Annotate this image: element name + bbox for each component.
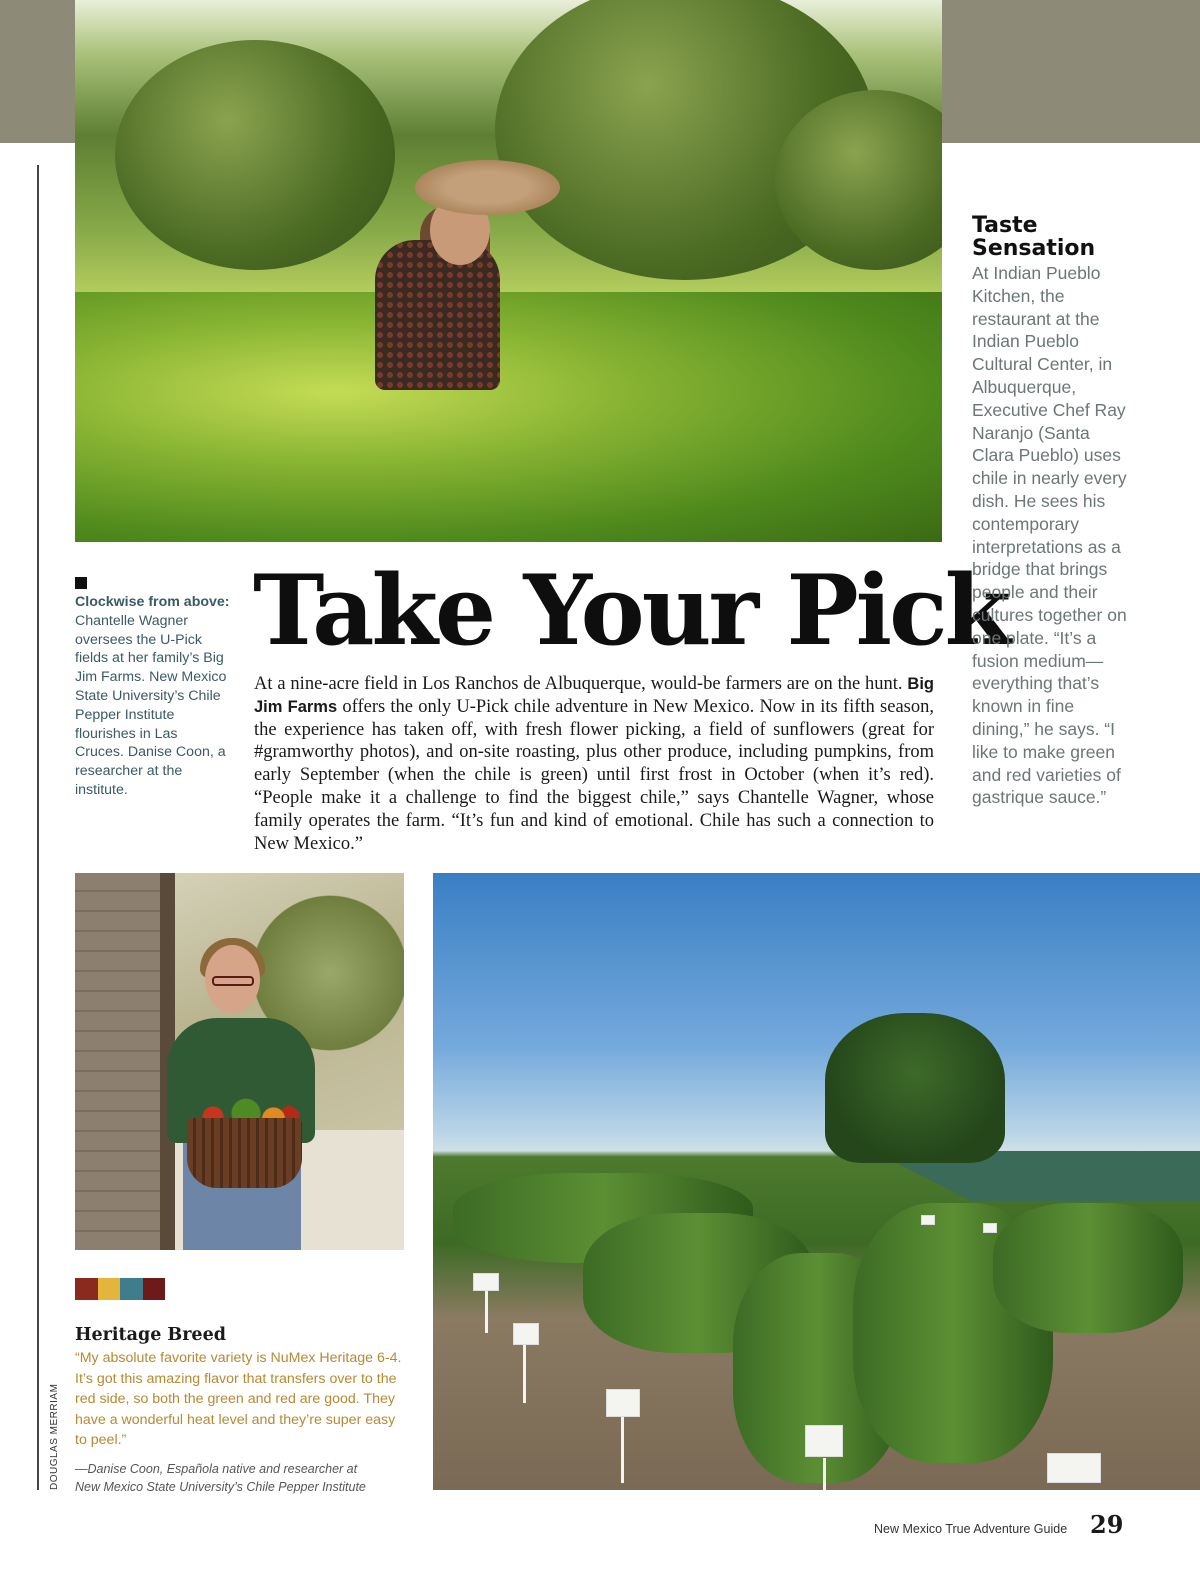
left-vertical-rule [37, 165, 39, 1490]
photo-credit: DOUGLAS MERRIAM [49, 1383, 60, 1490]
publication-name: New Mexico True Adventure Guide [874, 1522, 1068, 1536]
article-headline: Take Your Pick [253, 554, 1009, 667]
caption-text: Chantelle Wagner oversees the U-Pick fields at her family’s Big Jim Farms. New Mexico State University’s Chile Pepper Institute flourishes in Las Cruces. Danise Coon, a researcher at the institute. [75, 612, 227, 798]
tree-shape [115, 40, 395, 270]
plant-label-sign [805, 1425, 843, 1457]
attribution-line-1: —Danise Coon, Española native and researcher at [75, 1462, 358, 1476]
caption-lead: Clockwise from above: [75, 594, 230, 610]
attribution-line-2: New Mexico State University’s Chile Pepper Institute [75, 1480, 366, 1494]
tree-grove [825, 1013, 1005, 1163]
sign-stake [485, 1288, 488, 1333]
pepper-plants [75, 292, 942, 542]
plant-label-sign [606, 1389, 640, 1417]
portrait-photo-danise-coon [75, 873, 404, 1250]
heritage-title: Heritage Breed [75, 1325, 226, 1345]
body-part-2: offers the only U-Pick chile adventure in New Mexico. Now in its fifth season, the experience has taken off, with fresh flower picking, a field of sunflowers (great for #gramworthy photos), and on-site roasting, plus other produce, including pumpkins, from early September (when the chile is green) until first frost in October (when it’s red). “People make it a challenge to find the biggest chile,” says Chantelle Wagner, whose family operates the farm. “It’s fun and kind of emotional. Chile has such a connection to New Mexico.” [254, 696, 934, 854]
plant-label-sign [921, 1215, 935, 1225]
swatch-2 [98, 1278, 121, 1300]
swatch-3 [120, 1278, 143, 1300]
plant-label-sign [1047, 1453, 1101, 1483]
swatch-1 [75, 1278, 98, 1300]
woven-basket [187, 1118, 302, 1188]
caption-marker [75, 577, 87, 589]
heritage-attribution [75, 1460, 405, 1496]
article-body [254, 673, 934, 855]
hero-photo-chile-field [75, 0, 942, 542]
plant-label-sign [983, 1223, 997, 1233]
field-photo-chile-pepper-institute [433, 873, 1200, 1490]
sidebar-text: At Indian Pueblo Kitchen, the restaurant at the Indian Pueblo Cultural Center, in Albuquerque, Executive Chef Ray Naranjo (Santa Clara Pueblo) uses chile in nearly every dish. He sees his contemporary interpretations as a bridge that brings people and their cultures together on one plate. “It’s a fusion medium—everything that’s known in fine dining,” he says. “I like to make green and red varieties of gastrique sauce.” [972, 263, 1127, 808]
sign-stake [823, 1458, 826, 1490]
plant-label-sign [513, 1323, 539, 1345]
person-floral-shirt [375, 240, 500, 390]
sidebar-title: Taste Sensation [972, 213, 1096, 261]
photo-caption [75, 593, 230, 800]
farm-name: Big Jim Farms [254, 675, 934, 716]
plant-label-sign [473, 1273, 499, 1291]
sign-stake [523, 1343, 526, 1403]
pepper-row [993, 1203, 1183, 1333]
swatch-4 [143, 1278, 166, 1300]
glasses [212, 976, 254, 986]
page-number: 29 [1090, 1510, 1124, 1539]
sign-stake [621, 1413, 624, 1483]
color-swatches [75, 1278, 165, 1300]
straw-hat [415, 160, 560, 215]
body-part-1: At a nine-acre field in Los Ranchos de Albuquerque, would-be farmers are on the hunt. [254, 674, 908, 694]
heritage-quote: “My absolute favorite variety is NuMex Heritage 6-4. It’s got this amazing flavor that transfers over to the red side, so both the green and red are good. They have a wonderful heat level and they’re super easy to peel.” [75, 1350, 402, 1449]
